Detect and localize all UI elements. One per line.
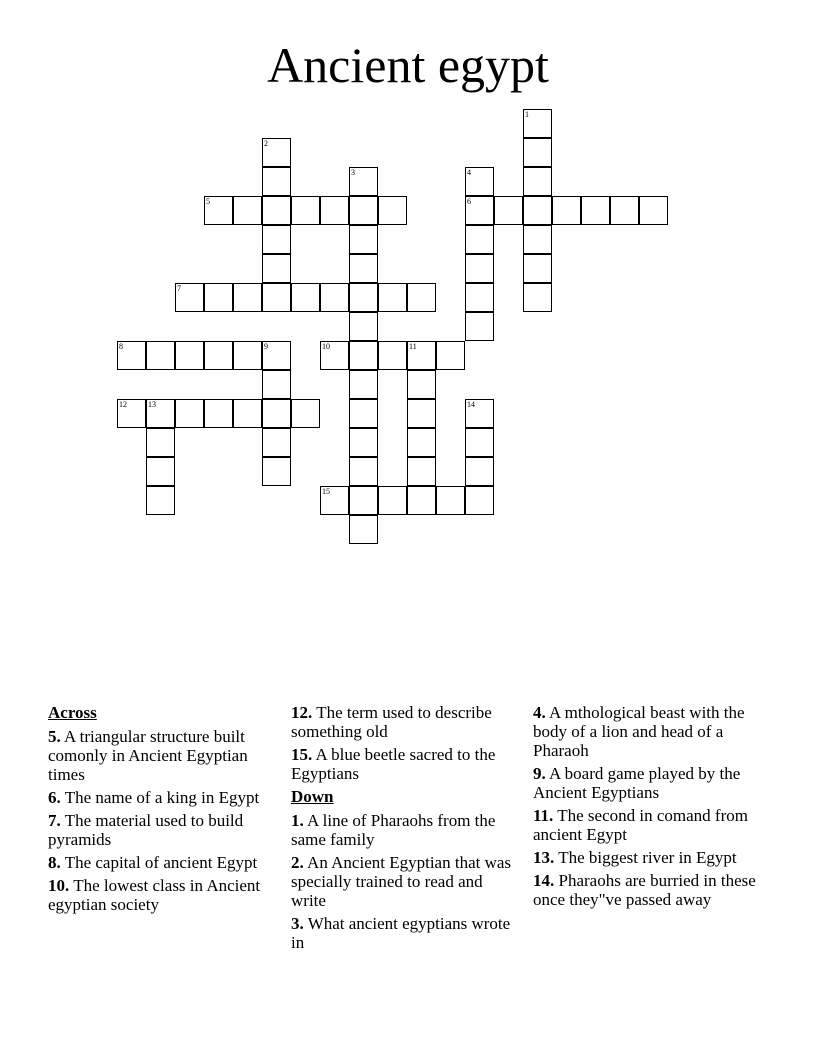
clue-item-number: 12.	[291, 703, 313, 722]
grid-cell[interactable]	[204, 341, 233, 370]
clue-number-label: 11	[409, 342, 417, 351]
grid-cell[interactable]	[117, 341, 146, 370]
clue-item-text: The biggest river in Egypt	[554, 848, 737, 867]
puzzle-title: Ancient egypt	[267, 37, 549, 93]
grid-cell[interactable]	[204, 283, 233, 312]
grid-cell[interactable]	[465, 312, 494, 341]
grid-cell[interactable]	[349, 428, 378, 457]
grid-cell[interactable]	[378, 283, 407, 312]
grid-cell[interactable]	[407, 486, 436, 515]
grid-cell[interactable]	[349, 196, 378, 225]
grid-cell[interactable]	[639, 196, 668, 225]
grid-cell[interactable]	[291, 399, 320, 428]
clue-item-number: 1.	[291, 811, 304, 830]
clue-item-number: 10.	[48, 876, 70, 895]
grid-cell[interactable]	[320, 341, 349, 370]
clue-item-text: A blue beetle sacred to the Egyptians	[291, 745, 496, 783]
grid-cell[interactable]	[146, 486, 175, 515]
clue-item-number: 8.	[48, 853, 61, 872]
clue-item-text: Pharaohs are burried in these once they"ve passed away	[533, 871, 756, 909]
clue-item-number: 5.	[48, 727, 61, 746]
clue-section-heading: Across	[48, 703, 97, 722]
grid-cell[interactable]	[320, 486, 349, 515]
grid-cell[interactable]	[349, 486, 378, 515]
grid-cell[interactable]	[465, 399, 494, 428]
grid-cell[interactable]	[349, 254, 378, 283]
clue-item	[291, 811, 519, 849]
grid-cell[interactable]	[407, 457, 436, 486]
clue-item	[533, 871, 761, 909]
clue-item	[48, 876, 276, 914]
grid-cell[interactable]	[407, 370, 436, 399]
grid-cell[interactable]	[465, 428, 494, 457]
clues-column-3	[533, 703, 761, 913]
grid-cell[interactable]	[349, 370, 378, 399]
grid-cell[interactable]	[349, 167, 378, 196]
grid-cell[interactable]	[465, 254, 494, 283]
grid-cell[interactable]	[465, 283, 494, 312]
grid-cell[interactable]	[262, 167, 291, 196]
clue-item-text: The term used to describe something old	[291, 703, 492, 741]
grid-cell[interactable]	[262, 196, 291, 225]
grid-cell[interactable]	[262, 254, 291, 283]
clue-number-label: 7	[177, 284, 181, 293]
clue-number-label: 12	[119, 400, 127, 409]
grid-cell[interactable]	[117, 399, 146, 428]
clue-item	[48, 811, 276, 849]
clue-item-text: The lowest class in Ancient egyptian society	[48, 876, 261, 914]
clue-item	[291, 914, 519, 952]
clue-item	[291, 853, 519, 910]
clue-number-label: 13	[148, 400, 156, 409]
grid-cell[interactable]	[204, 196, 233, 225]
grid-cell[interactable]	[262, 341, 291, 370]
clues-column-1	[48, 703, 276, 918]
grid-cell[interactable]	[523, 196, 552, 225]
grid-cell[interactable]	[465, 167, 494, 196]
grid-cell[interactable]	[523, 138, 552, 167]
clue-item-text: A board game played by the Ancient Egyptians	[533, 764, 741, 802]
grid-cell[interactable]	[146, 457, 175, 486]
grid-cell[interactable]	[465, 225, 494, 254]
clue-item-number: 7.	[48, 811, 61, 830]
grid-cell[interactable]	[262, 283, 291, 312]
clue-item	[48, 788, 276, 807]
clue-section-heading: Down	[291, 787, 334, 806]
grid-cell[interactable]	[291, 196, 320, 225]
grid-cell[interactable]	[233, 196, 262, 225]
clue-item-number: 9.	[533, 764, 546, 783]
clue-item	[533, 806, 761, 844]
clue-item-text: A line of Pharaohs from the same family	[291, 811, 496, 849]
grid-cell[interactable]	[465, 486, 494, 515]
grid-cell[interactable]	[262, 428, 291, 457]
clue-number-label: 15	[322, 487, 330, 496]
grid-cell[interactable]	[552, 196, 581, 225]
clue-item-number: 14.	[533, 871, 555, 890]
grid-cell[interactable]	[291, 283, 320, 312]
clue-item-number: 2.	[291, 853, 304, 872]
grid-cell[interactable]	[523, 167, 552, 196]
clue-item	[291, 703, 519, 741]
clue-number-label: 2	[264, 139, 268, 148]
grid-cell[interactable]	[349, 225, 378, 254]
clue-number-label: 8	[119, 342, 123, 351]
grid-cell[interactable]	[204, 399, 233, 428]
grid-cell[interactable]	[581, 196, 610, 225]
clue-item-text: What ancient egyptians wrote in	[291, 914, 511, 952]
clue-number-label: 14	[467, 400, 475, 409]
clue-item-text: The name of a king in Egypt	[60, 788, 260, 807]
grid-cell[interactable]	[262, 399, 291, 428]
grid-cell[interactable]	[233, 341, 262, 370]
clue-number-label: 6	[467, 197, 471, 206]
grid-cell[interactable]	[262, 138, 291, 167]
clue-item-text: A mthological beast with the body of a lion and head of a Pharaoh	[533, 703, 745, 760]
clues-column-2	[291, 703, 519, 956]
grid-cell[interactable]	[349, 399, 378, 428]
clue-item-number: 15.	[291, 745, 313, 764]
grid-cell[interactable]	[146, 428, 175, 457]
grid-cell[interactable]	[523, 225, 552, 254]
grid-cell[interactable]	[407, 428, 436, 457]
clue-item-text: A triangular structure built comonly in Ancient Egyptian times	[48, 727, 248, 784]
grid-cell[interactable]	[349, 457, 378, 486]
grid-cell[interactable]	[494, 196, 523, 225]
clue-item-number: 4.	[533, 703, 546, 722]
clue-item	[48, 853, 276, 872]
clue-item	[48, 727, 276, 784]
grid-cell[interactable]	[320, 283, 349, 312]
grid-cell[interactable]	[175, 283, 204, 312]
grid-cell[interactable]	[407, 283, 436, 312]
clue-item	[533, 848, 761, 867]
clue-item-text: An Ancient Egyptian that was specially trained to read and write	[291, 853, 512, 910]
clue-item-text: The capital of ancient Egypt	[60, 853, 258, 872]
grid-cell[interactable]	[349, 515, 378, 544]
grid-cell[interactable]	[233, 399, 262, 428]
grid-cell[interactable]	[610, 196, 639, 225]
clue-item-number: 11.	[533, 806, 554, 825]
clue-item-number: 3.	[291, 914, 304, 933]
grid-cell[interactable]	[407, 399, 436, 428]
grid-cell[interactable]	[465, 196, 494, 225]
clue-number-label: 4	[467, 168, 471, 177]
grid-cell[interactable]	[146, 399, 175, 428]
clue-number-label: 10	[322, 342, 330, 351]
grid-cell[interactable]	[146, 341, 175, 370]
grid-cell[interactable]	[378, 196, 407, 225]
clue-item	[291, 745, 519, 783]
clue-item-text: The second in comand from ancient Egypt	[533, 806, 748, 844]
clue-item	[533, 703, 761, 760]
grid-cell[interactable]	[320, 196, 349, 225]
grid-cell[interactable]	[262, 457, 291, 486]
grid-cell[interactable]	[378, 486, 407, 515]
grid-cell[interactable]	[378, 341, 407, 370]
grid-cell[interactable]	[262, 225, 291, 254]
clue-number-label: 9	[264, 342, 268, 351]
grid-cell[interactable]	[465, 457, 494, 486]
clue-item-number: 6.	[48, 788, 61, 807]
clue-item-text: The material used to build pyramids	[48, 811, 244, 849]
grid-cell[interactable]	[349, 283, 378, 312]
grid-cell[interactable]	[175, 341, 204, 370]
grid-cell[interactable]	[407, 341, 436, 370]
grid-cell[interactable]	[523, 254, 552, 283]
grid-cell[interactable]	[523, 283, 552, 312]
clue-number-label: 5	[206, 197, 210, 206]
grid-cell[interactable]	[523, 109, 552, 138]
grid-cell[interactable]	[436, 341, 465, 370]
clue-item-number: 13.	[533, 848, 555, 867]
grid-cell[interactable]	[262, 370, 291, 399]
clue-number-label: 1	[525, 110, 529, 119]
clue-item	[533, 764, 761, 802]
grid-cell[interactable]	[233, 283, 262, 312]
grid-cell[interactable]	[436, 486, 465, 515]
grid-cell[interactable]	[175, 399, 204, 428]
clue-number-label: 3	[351, 168, 355, 177]
grid-cell[interactable]	[349, 312, 378, 341]
grid-cell[interactable]	[349, 341, 378, 370]
